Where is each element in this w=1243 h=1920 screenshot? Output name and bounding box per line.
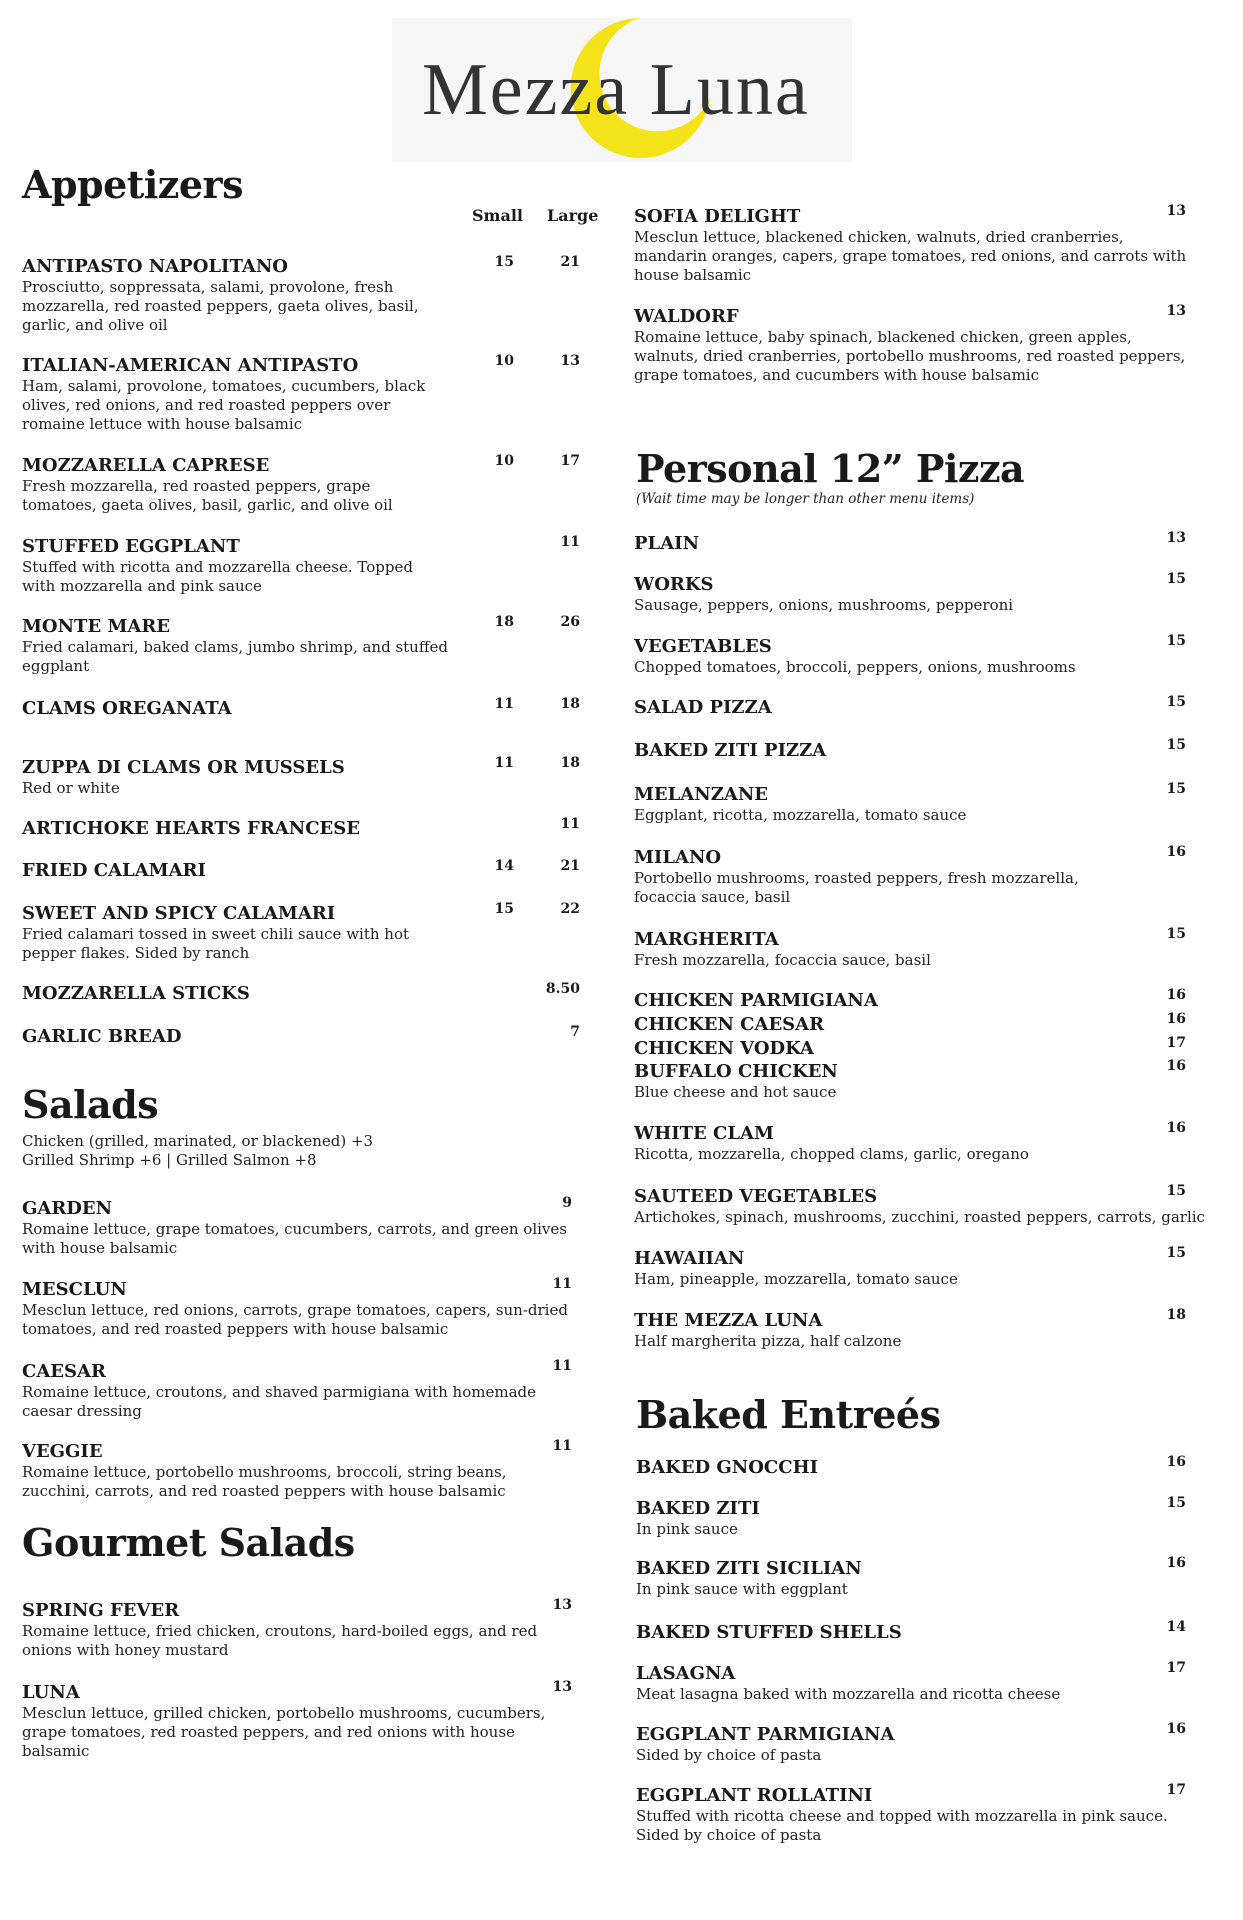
menu-item-name: MARGHERITA xyxy=(634,929,779,950)
menu-item-price: 13 xyxy=(1166,303,1186,319)
menu-item-description: Mesclun lettuce, grilled chicken, portobello mushrooms, cucumbers, xyxy=(22,1704,546,1722)
price-small: 18 xyxy=(494,614,514,630)
menu-item xyxy=(634,306,1185,385)
menu-item-name: CAESAR xyxy=(22,1361,106,1382)
menu-item-description: Ham, pineapple, mozzarella, tomato sauce xyxy=(634,1270,958,1288)
menu-item-price: 15 xyxy=(1166,737,1186,753)
menu-item xyxy=(634,740,826,762)
menu-item-name: BAKED STUFFED SHELLS xyxy=(636,1622,902,1643)
menu-item xyxy=(634,1186,1205,1227)
menu-item-name: LASAGNA xyxy=(636,1663,736,1684)
menu-item-description: Red or white xyxy=(22,779,120,797)
menu-item-price: 9 xyxy=(562,1195,572,1211)
menu-item-price: 15 xyxy=(1166,926,1186,942)
menu-item-price: 13 xyxy=(552,1679,572,1695)
price-large: 11 xyxy=(560,816,580,832)
menu-item-description: Stuffed with ricotta and mozzarella cheese. Topped xyxy=(22,558,413,576)
price-large: 21 xyxy=(560,254,580,270)
menu-item-price: 15 xyxy=(1166,694,1186,710)
menu-item xyxy=(634,784,966,825)
menu-item xyxy=(636,1663,1060,1704)
menu-item-description: Mesclun lettuce, blackened chicken, walnuts, dried cranberries, xyxy=(634,228,1124,246)
menu-item-name: CHICKEN CAESAR xyxy=(634,1014,825,1035)
menu-item-name: BAKED GNOCCHI xyxy=(636,1457,819,1478)
menu-item xyxy=(636,1558,862,1599)
menu-item-price: 18 xyxy=(1166,1307,1186,1323)
menu-item-description: Artichokes, spinach, mushrooms, zucchini, roasted peppers, carrots, garlic xyxy=(634,1208,1205,1226)
menu-item xyxy=(22,757,345,798)
menu-item-name: ZUPPA DI CLAMS OR MUSSELS xyxy=(22,757,345,778)
menu-item xyxy=(22,860,206,882)
menu-item-description: Fresh mozzarella, focaccia sauce, basil xyxy=(634,951,931,969)
menu-item-price: 16 xyxy=(1166,1555,1186,1571)
menu-item xyxy=(634,636,1076,677)
menu-item xyxy=(22,616,448,676)
menu-item-price: 14 xyxy=(1166,1619,1186,1635)
menu-item xyxy=(636,1457,818,1479)
menu-item xyxy=(634,1038,814,1060)
menu-item-description: In pink sauce with eggplant xyxy=(636,1580,848,1598)
price-large: 21 xyxy=(560,858,580,874)
menu-item-price: 16 xyxy=(1166,1120,1186,1136)
menu-item-name: MESCLUN xyxy=(22,1279,127,1300)
price-small: 11 xyxy=(494,755,514,771)
menu-item xyxy=(636,1622,902,1644)
menu-item xyxy=(22,355,425,434)
menu-item xyxy=(22,1279,568,1339)
menu-item-description: balsamic xyxy=(22,1742,90,1760)
menu-item-description: with mozzarella and pink sauce xyxy=(22,577,262,595)
menu-item-price: 15 xyxy=(1166,781,1186,797)
menu-item-price: 16 xyxy=(1166,987,1186,1003)
menu-item-name: MONTE MARE xyxy=(22,616,171,637)
menu-item-name: WALDORF xyxy=(634,306,739,327)
appetizers-title: Appetizers xyxy=(22,162,243,207)
price-large: 18 xyxy=(560,755,580,771)
menu-item xyxy=(634,929,931,970)
menu-item-name: CLAMS OREGANATA xyxy=(22,698,232,719)
menu-item-name: MOZZARELLA CAPRESE xyxy=(22,455,270,476)
menu-item-name: THE MEZZA LUNA xyxy=(634,1310,823,1331)
menu-item-name: FRIED CALAMARI xyxy=(22,860,206,881)
menu-item-description: onions with honey mustard xyxy=(22,1641,229,1659)
menu-item-description: Portobello mushrooms, roasted peppers, fresh mozzarella, xyxy=(634,869,1079,887)
menu-item-description: garlic, and olive oil xyxy=(22,316,168,334)
menu-item-name: STUFFED EGGPLANT xyxy=(22,536,240,557)
menu-item-name: VEGETABLES xyxy=(634,636,772,657)
menu-item-name: CHICKEN VODKA xyxy=(634,1038,814,1059)
menu-item-name: GARLIC BREAD xyxy=(22,1026,182,1047)
price-small: 14 xyxy=(494,858,514,874)
menu-item-description: Romaine lettuce, portobello mushrooms, broccoli, string beans, xyxy=(22,1463,507,1481)
menu-item-price: 15 xyxy=(1166,1183,1186,1199)
menu-item xyxy=(634,847,1079,907)
menu-item-name: BAKED ZITI PIZZA xyxy=(634,740,827,761)
menu-item-description: Blue cheese and hot sauce xyxy=(634,1083,837,1101)
menu-item-description: grape tomatoes, red roasted peppers, and red onions with house xyxy=(22,1723,515,1741)
menu-item xyxy=(636,1785,1168,1845)
menu-item xyxy=(636,1498,760,1539)
menu-item-description: mozzarella, red roasted peppers, gaeta olives, basil, xyxy=(22,297,419,315)
menu-item-name: WORKS xyxy=(634,574,714,595)
menu-item xyxy=(22,1600,537,1660)
price-large: 13 xyxy=(560,353,580,369)
menu-item xyxy=(634,1061,838,1102)
menu-item-name: PLAIN xyxy=(634,533,700,554)
menu-item-description: Stuffed with ricotta cheese and topped with mozzarella in pink sauce. xyxy=(636,1807,1168,1825)
menu-item-price: 16 xyxy=(1166,1721,1186,1737)
menu-item-description: grape tomatoes, and cucumbers with house balsamic xyxy=(634,366,1039,384)
menu-item-price: 17 xyxy=(1166,1782,1186,1798)
pizza-wait-note: (Wait time may be longer than other menu items) xyxy=(636,491,975,507)
baked-entrees-title: Baked Entreés xyxy=(636,1392,941,1437)
menu-item-description: pepper flakes. Sided by ranch xyxy=(22,944,250,962)
price-large: 26 xyxy=(560,614,580,630)
salads-addons-line: Chicken (grilled, marinated, or blackened) +3 xyxy=(22,1132,374,1150)
column-header-small: Small xyxy=(472,206,524,225)
menu-item xyxy=(634,990,878,1012)
menu-item-price: 13 xyxy=(1166,530,1186,546)
menu-item-name: LUNA xyxy=(22,1682,80,1703)
menu-item-description: Meat lasagna baked with mozzarella and ricotta cheese xyxy=(636,1685,1061,1703)
menu-item xyxy=(634,1248,958,1289)
menu-item-description: house balsamic xyxy=(634,266,752,284)
menu-item-description: Ricotta, mozzarella, chopped clams, garlic, oregano xyxy=(634,1145,1029,1163)
menu-item xyxy=(22,1441,507,1501)
menu-item xyxy=(22,698,232,720)
price-large: 17 xyxy=(560,453,580,469)
price-small: 10 xyxy=(494,453,514,469)
price-small: 15 xyxy=(494,254,514,270)
menu-item-description: Half margherita pizza, half calzone xyxy=(634,1332,902,1350)
column-header-large: Large xyxy=(547,206,599,225)
menu-item-name: MOZZARELLA STICKS xyxy=(22,983,250,1004)
menu-item-description: with house balsamic xyxy=(22,1239,178,1257)
menu-item-description: tomatoes, gaeta olives, basil, garlic, and olive oil xyxy=(22,496,393,514)
menu-item-description: Chopped tomatoes, broccoli, peppers, onions, mushrooms xyxy=(634,658,1076,676)
menu-item-name: CHICKEN PARMIGIANA xyxy=(634,990,878,1011)
menu-item-description: Romaine lettuce, fried chicken, croutons, hard-boiled eggs, and red xyxy=(22,1622,538,1640)
menu-item-name: EGGPLANT ROLLATINI xyxy=(636,1785,873,1806)
price-small: 15 xyxy=(494,901,514,917)
menu-item-description: eggplant xyxy=(22,657,90,675)
menu-item xyxy=(22,903,409,963)
menu-item-price: 11 xyxy=(552,1438,572,1454)
menu-item-price: 17 xyxy=(1166,1035,1186,1051)
salads-addons-note xyxy=(22,1132,373,1170)
menu-item-price: 16 xyxy=(1166,1058,1186,1074)
menu-item-description: Prosciutto, soppressata, salami, provolone, fresh xyxy=(22,278,394,296)
price-large: 18 xyxy=(560,696,580,712)
menu-item-price: 15 xyxy=(1166,1245,1186,1261)
menu-item-price: 15 xyxy=(1166,633,1186,649)
menu-item-name: ARTICHOKE HEARTS FRANCESE xyxy=(22,818,360,839)
price-small: 10 xyxy=(494,353,514,369)
menu-item-description: Mesclun lettuce, red onions, carrots, grape tomatoes, capers, sun-dried xyxy=(22,1301,568,1319)
price-large: 22 xyxy=(560,901,580,917)
menu-item-name: BAKED ZITI SICILIAN xyxy=(636,1558,862,1579)
menu-item-price: 11 xyxy=(552,1276,572,1292)
menu-item-price: 16 xyxy=(1166,1011,1186,1027)
pizza-title: Personal 12” Pizza xyxy=(636,446,1025,491)
price-small: 11 xyxy=(494,696,514,712)
menu-item-name: HAWAIIAN xyxy=(634,1248,745,1269)
menu-item xyxy=(636,1724,894,1765)
menu-item-description: tomatoes, and red roasted peppers with house balsamic xyxy=(22,1320,449,1338)
menu-item xyxy=(22,536,413,596)
menu-item-name: SPRING FEVER xyxy=(22,1600,180,1621)
menu-item xyxy=(22,818,360,840)
menu-item-description: Fried calamari, baked clams, jumbo shrimp, and stuffed xyxy=(22,638,448,656)
menu-item xyxy=(634,206,1186,285)
menu-item xyxy=(634,697,772,719)
menu-item xyxy=(22,455,393,515)
menu-item-price: 13 xyxy=(1166,203,1186,219)
menu-item-name: SAUTEED VEGETABLES xyxy=(634,1186,878,1207)
menu-item xyxy=(634,1310,901,1351)
menu-item-price: 13 xyxy=(552,1597,572,1613)
menu-item-name: MILANO xyxy=(634,847,722,868)
menu-item-description: focaccia sauce, basil xyxy=(634,888,791,906)
menu-item xyxy=(22,1198,567,1258)
menu-item-description: Romaine lettuce, croutons, and shaved parmigiana with homemade xyxy=(22,1383,536,1401)
menu-item xyxy=(22,1026,181,1048)
menu-item-description: Fried calamari tossed in sweet chili sauce with hot xyxy=(22,925,410,943)
menu-item xyxy=(634,574,1013,615)
menu-item-name: GARDEN xyxy=(22,1198,113,1219)
menu-item-description: In pink sauce xyxy=(636,1520,738,1538)
menu-item xyxy=(22,256,419,335)
menu-item-name: BAKED ZITI xyxy=(636,1498,760,1519)
menu-item-description: mandarin oranges, capers, grape tomatoes, red onions, and carrots with xyxy=(634,247,1187,265)
menu-item-description: zucchini, carrots, and red roasted peppers with house balsamic xyxy=(22,1482,506,1500)
menu-item xyxy=(634,1123,1029,1164)
menu-item-description: Romaine lettuce, baby spinach, blackened chicken, green apples, xyxy=(634,328,1132,346)
menu-item xyxy=(634,533,699,555)
menu-item xyxy=(22,983,250,1005)
menu-item-price: 17 xyxy=(1166,1660,1186,1676)
logo xyxy=(392,18,852,162)
price-large: 8.50 xyxy=(545,981,580,997)
salads-title: Salads xyxy=(22,1082,159,1127)
salads-addons-line: Grilled Shrimp +6 | Grilled Salmon +8 xyxy=(22,1151,317,1169)
menu-item-price: 15 xyxy=(1166,1495,1186,1511)
menu-item-description: Sided by choice of pasta xyxy=(636,1826,822,1844)
menu-item-description: walnuts, dried cranberries, portobello mushrooms, red roasted peppers, xyxy=(634,347,1186,365)
menu-item-description: Eggplant, ricotta, mozzarella, tomato sauce xyxy=(634,806,967,824)
menu-item-description: Ham, salami, provolone, tomatoes, cucumbers, black xyxy=(22,377,426,395)
menu-item-description: caesar dressing xyxy=(22,1402,142,1420)
logo-wordmark: Mezza Luna xyxy=(422,49,810,131)
menu-item-name: BUFFALO CHICKEN xyxy=(634,1061,838,1082)
menu-item-name: SWEET AND SPICY CALAMARI xyxy=(22,903,336,924)
menu-item-name: ITALIAN-AMERICAN ANTIPASTO xyxy=(22,355,359,376)
menu-item-name: VEGGIE xyxy=(22,1441,103,1462)
menu-item-description: Sided by choice of pasta xyxy=(636,1746,822,1764)
menu-item-name: WHITE CLAM xyxy=(634,1123,774,1144)
menu-item-description: Romaine lettuce, grape tomatoes, cucumbers, carrots, and green olives xyxy=(22,1220,567,1238)
menu-item-description: Sausage, peppers, onions, mushrooms, pepperoni xyxy=(634,596,1014,614)
menu-item-price: 15 xyxy=(1166,571,1186,587)
menu-item-description: romaine lettuce with house balsamic xyxy=(22,415,303,433)
menu-item-description: Fresh mozzarella, red roasted peppers, grape xyxy=(22,477,371,495)
menu-item-name: EGGPLANT PARMIGIANA xyxy=(636,1724,895,1745)
menu-item-price: 16 xyxy=(1166,1454,1186,1470)
menu-item-name: MELANZANE xyxy=(634,784,768,805)
menu-item-price: 16 xyxy=(1166,844,1186,860)
menu-item-description: olives, red onions, and red roasted peppers over xyxy=(22,396,391,414)
menu-item-name: ANTIPASTO NAPOLITANO xyxy=(22,256,288,277)
menu-item-name: SALAD PIZZA xyxy=(634,697,772,718)
price-large: 7 xyxy=(570,1024,580,1040)
menu-item-price: 11 xyxy=(552,1358,572,1374)
menu-item xyxy=(634,1014,824,1036)
price-large: 11 xyxy=(560,534,580,550)
menu-item xyxy=(22,1361,536,1421)
gourmet-salads-title: Gourmet Salads xyxy=(22,1520,355,1565)
menu-item-name: SOFIA DELIGHT xyxy=(634,206,801,227)
menu-item xyxy=(22,1682,545,1761)
